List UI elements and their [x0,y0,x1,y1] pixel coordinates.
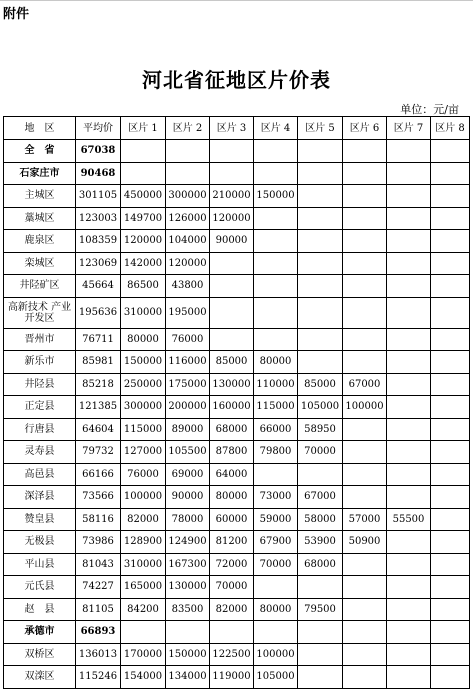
zone-price-cell: 450000 [121,185,166,208]
table-row [4,162,470,185]
zone-price-cell [431,508,470,531]
zone-price-cell [254,621,298,644]
table-row [4,185,470,208]
zone-price-cell [387,666,431,689]
zone-price-cell: 76000 [166,328,210,351]
zone-price-cell [431,621,470,644]
zone-price-cell [166,621,210,644]
zone-price-cell [431,252,470,275]
region-cell: 灵寿县 [4,441,76,464]
zone-price-cell [210,140,254,163]
zone-price-cell: 80000 [121,328,166,351]
zone-price-cell [387,621,431,644]
unit-note: 单位：元/亩 [400,103,459,116]
zone-price-cell [298,275,343,298]
region-cell: 无极县 [4,531,76,554]
zone-price-cell [254,230,298,253]
zone-price-cell: 60000 [210,508,254,531]
zone-price-cell [298,140,343,163]
table-row [4,643,470,666]
zone-price-cell [254,576,298,599]
zone-price-cell: 154000 [121,666,166,689]
zone-price-cell [431,463,470,486]
zone-price-cell [343,643,387,666]
zone-price-cell [343,252,387,275]
average-price-cell: 85218 [76,373,121,396]
zone-price-cell: 50900 [343,531,387,554]
zone-price-cell [387,418,431,441]
zone-price-cell [343,598,387,621]
zone-price-cell [431,328,470,351]
zone-price-cell: 115000 [254,396,298,419]
column-header: 区片 3 [210,117,254,140]
average-price-cell: 58116 [76,508,121,531]
zone-price-cell: 81200 [210,531,254,554]
zone-price-cell [387,598,431,621]
zone-price-cell: 105000 [254,666,298,689]
zone-price-cell [343,185,387,208]
zone-price-cell [431,598,470,621]
zone-price-cell: 100000 [254,643,298,666]
table-row [4,230,470,253]
average-price-cell: 76711 [76,328,121,351]
zone-price-cell [210,297,254,328]
zone-price-cell: 78000 [166,508,210,531]
zone-price-cell: 90000 [166,486,210,509]
zone-price-cell [343,297,387,328]
zone-price-cell: 70000 [298,441,343,464]
zone-price-cell: 69000 [166,463,210,486]
region-cell: 赵 县 [4,598,76,621]
zone-price-cell [254,463,298,486]
zone-price-cell: 115000 [121,418,166,441]
zone-price-cell: 58950 [298,418,343,441]
average-price-cell: 45664 [76,275,121,298]
region-cell: 全 省 [4,140,76,163]
zone-price-cell: 128900 [121,531,166,554]
zone-price-cell [298,576,343,599]
table-row [4,463,470,486]
zone-price-cell: 79800 [254,441,298,464]
region-cell: 新乐市 [4,351,76,374]
zone-price-cell: 150000 [166,643,210,666]
table-row [4,396,470,419]
page-title: 河北省征地区片价表 [142,68,331,92]
zone-price-cell [431,643,470,666]
table-row [4,297,470,328]
zone-price-cell [431,140,470,163]
table-row [4,373,470,396]
zone-price-cell [298,252,343,275]
zone-price-cell [210,328,254,351]
zone-price-cell [387,297,431,328]
zone-price-cell [431,373,470,396]
table-row [4,252,470,275]
zone-price-cell: 149700 [121,207,166,230]
average-price-cell: 66893 [76,621,121,644]
region-cell: 平山县 [4,553,76,576]
zone-price-cell [431,185,470,208]
region-cell: 双滦区 [4,666,76,689]
zone-price-cell: 142000 [121,252,166,275]
zone-price-cell: 175000 [166,373,210,396]
zone-price-cell [431,418,470,441]
zone-price-cell: 87800 [210,441,254,464]
table-row [4,531,470,554]
zone-price-cell: 250000 [121,373,166,396]
region-cell: 深泽县 [4,486,76,509]
average-price-cell: 64604 [76,418,121,441]
zone-price-cell: 134000 [166,666,210,689]
zone-price-cell: 72000 [210,553,254,576]
header-row [4,117,470,140]
region-cell: 栾城区 [4,252,76,275]
zone-price-cell [254,162,298,185]
column-header: 区片 6 [343,117,387,140]
average-price-cell: 115246 [76,666,121,689]
average-price-cell: 301105 [76,185,121,208]
region-cell: 元氏县 [4,576,76,599]
zone-price-cell: 127000 [121,441,166,464]
average-price-cell: 74227 [76,576,121,599]
column-header: 区片 5 [298,117,343,140]
zone-price-cell: 66000 [254,418,298,441]
zone-price-cell [431,666,470,689]
zone-price-cell: 122500 [210,643,254,666]
zone-price-cell: 120000 [121,230,166,253]
zone-price-cell [387,553,431,576]
zone-price-cell: 70000 [254,553,298,576]
zone-price-cell [121,162,166,185]
zone-price-cell [298,162,343,185]
zone-price-cell: 85000 [298,373,343,396]
zone-price-cell: 150000 [121,351,166,374]
zone-price-cell: 100000 [343,396,387,419]
zone-price-cell: 79500 [298,598,343,621]
zone-price-cell [298,328,343,351]
zone-price-cell [210,162,254,185]
average-price-cell: 123003 [76,207,121,230]
zone-price-cell [343,576,387,599]
zone-price-cell [254,328,298,351]
zone-price-cell: 89000 [166,418,210,441]
column-header: 地 区 [4,117,76,140]
average-price-cell: 66166 [76,463,121,486]
zone-price-cell [431,486,470,509]
zone-price-cell [431,230,470,253]
column-header: 区片 1 [121,117,166,140]
zone-price-cell [387,275,431,298]
zone-price-cell [387,351,431,374]
column-header: 区片 7 [387,117,431,140]
zone-price-cell: 64000 [210,463,254,486]
zone-price-cell: 120000 [166,252,210,275]
zone-price-cell [431,553,470,576]
zone-price-cell [387,230,431,253]
zone-price-cell: 90000 [210,230,254,253]
zone-price-cell: 53900 [298,531,343,554]
table-row [4,486,470,509]
zone-price-cell [387,140,431,163]
table-row [4,598,470,621]
zone-price-cell [431,441,470,464]
zone-price-cell [343,351,387,374]
column-header: 平均价 [76,117,121,140]
zone-price-cell [431,351,470,374]
zone-price-cell [387,441,431,464]
zone-price-cell: 68000 [210,418,254,441]
zone-price-cell [166,162,210,185]
region-cell: 承德市 [4,621,76,644]
table-row [4,140,470,163]
region-cell: 藁城区 [4,207,76,230]
table-row [4,351,470,374]
price-table [3,116,470,689]
average-price-cell: 108359 [76,230,121,253]
zone-price-cell [210,275,254,298]
zone-price-cell: 86500 [121,275,166,298]
table-row [4,441,470,464]
column-header: 区片 4 [254,117,298,140]
zone-price-cell [387,643,431,666]
zone-price-cell: 170000 [121,643,166,666]
zone-price-cell [298,297,343,328]
zone-price-cell [254,140,298,163]
zone-price-cell [343,463,387,486]
region-cell: 行唐县 [4,418,76,441]
zone-price-cell: 67000 [343,373,387,396]
zone-price-cell: 105500 [166,441,210,464]
zone-price-cell: 82000 [210,598,254,621]
table-row [4,553,470,576]
zone-price-cell [343,207,387,230]
table-row [4,328,470,351]
zone-price-cell: 120000 [210,207,254,230]
zone-price-cell [343,418,387,441]
zone-price-cell [121,140,166,163]
zone-price-cell [254,275,298,298]
column-header: 区片 2 [166,117,210,140]
zone-price-cell [343,162,387,185]
zone-price-cell [387,486,431,509]
table-row [4,207,470,230]
zone-price-cell [387,328,431,351]
zone-price-cell [387,252,431,275]
zone-price-cell: 55500 [387,508,431,531]
zone-price-cell: 100000 [121,486,166,509]
average-price-cell: 73986 [76,531,121,554]
zone-price-cell: 310000 [121,553,166,576]
average-price-cell: 123069 [76,252,121,275]
zone-price-cell: 150000 [254,185,298,208]
zone-price-cell: 43800 [166,275,210,298]
zone-price-cell [254,297,298,328]
zone-price-cell [298,207,343,230]
zone-price-cell: 80000 [210,486,254,509]
zone-price-cell: 105000 [298,396,343,419]
table-body [4,140,470,689]
zone-price-cell: 300000 [166,185,210,208]
region-cell: 井陉县 [4,373,76,396]
zone-price-cell: 82000 [121,508,166,531]
average-price-cell: 85981 [76,351,121,374]
table-row [4,621,470,644]
zone-price-cell [298,185,343,208]
attachment-label: 附件 [3,7,30,22]
zone-price-cell [343,328,387,351]
zone-price-cell [387,463,431,486]
column-header: 区片 8 [431,117,470,140]
table-row [4,275,470,298]
zone-price-cell [387,207,431,230]
zone-price-cell [431,531,470,554]
zone-price-cell [431,297,470,328]
zone-price-cell [387,185,431,208]
average-price-cell: 67038 [76,140,121,163]
top-rule [0,0,473,1]
zone-price-cell [343,553,387,576]
average-price-cell: 81105 [76,598,121,621]
average-price-cell: 81043 [76,553,121,576]
table-row [4,666,470,689]
zone-price-cell [343,621,387,644]
zone-price-cell [298,666,343,689]
zone-price-cell: 59000 [254,508,298,531]
region-cell: 井陉矿区 [4,275,76,298]
average-price-cell: 136013 [76,643,121,666]
region-cell: 高新技术 产业开发区 [4,297,76,328]
zone-price-cell [343,666,387,689]
zone-price-cell [210,621,254,644]
region-cell: 晋州市 [4,328,76,351]
average-price-cell: 121385 [76,396,121,419]
zone-price-cell [387,531,431,554]
zone-price-cell: 67000 [298,486,343,509]
zone-price-cell: 58000 [298,508,343,531]
zone-price-cell [387,576,431,599]
region-cell: 双桥区 [4,643,76,666]
average-price-cell: 79732 [76,441,121,464]
zone-price-cell: 130000 [210,373,254,396]
zone-price-cell: 200000 [166,396,210,419]
table-row [4,576,470,599]
zone-price-cell [343,441,387,464]
region-cell: 石家庄市 [4,162,76,185]
zone-price-cell: 57000 [343,508,387,531]
zone-price-cell: 104000 [166,230,210,253]
table-row [4,508,470,531]
average-price-cell: 195636 [76,297,121,328]
zone-price-cell: 310000 [121,297,166,328]
zone-price-cell [121,621,166,644]
zone-price-cell [387,162,431,185]
zone-price-cell: 126000 [166,207,210,230]
zone-price-cell: 80000 [254,351,298,374]
region-cell: 正定县 [4,396,76,419]
zone-price-cell [343,275,387,298]
zone-price-cell: 165000 [121,576,166,599]
zone-price-cell [343,486,387,509]
region-cell: 主城区 [4,185,76,208]
zone-price-cell [431,162,470,185]
zone-price-cell [298,351,343,374]
zone-price-cell [431,207,470,230]
zone-price-cell [431,396,470,419]
table-row [4,418,470,441]
region-cell: 鹿泉区 [4,230,76,253]
zone-price-cell: 83500 [166,598,210,621]
zone-price-cell: 195000 [166,297,210,328]
zone-price-cell [387,373,431,396]
zone-price-cell [298,643,343,666]
zone-price-cell: 116000 [166,351,210,374]
zone-price-cell: 300000 [121,396,166,419]
zone-price-cell [298,463,343,486]
zone-price-cell: 73000 [254,486,298,509]
zone-price-cell: 130000 [166,576,210,599]
zone-price-cell [298,621,343,644]
zone-price-cell: 84200 [121,598,166,621]
zone-price-cell: 68000 [298,553,343,576]
zone-price-cell: 70000 [210,576,254,599]
zone-price-cell [387,396,431,419]
region-cell: 赞皇县 [4,508,76,531]
zone-price-cell: 160000 [210,396,254,419]
average-price-cell: 90468 [76,162,121,185]
zone-price-cell [431,275,470,298]
zone-price-cell [254,252,298,275]
zone-price-cell: 80000 [254,598,298,621]
zone-price-cell [343,230,387,253]
zone-price-cell [166,140,210,163]
zone-price-cell [254,207,298,230]
zone-price-cell: 167300 [166,553,210,576]
zone-price-cell [343,140,387,163]
zone-price-cell: 85000 [210,351,254,374]
zone-price-cell [431,576,470,599]
zone-price-cell: 210000 [210,185,254,208]
zone-price-cell: 76000 [121,463,166,486]
zone-price-cell: 67900 [254,531,298,554]
average-price-cell: 73566 [76,486,121,509]
zone-price-cell: 110000 [254,373,298,396]
zone-price-cell [210,252,254,275]
zone-price-cell: 124900 [166,531,210,554]
zone-price-cell [298,230,343,253]
region-cell: 高邑县 [4,463,76,486]
zone-price-cell: 119000 [210,666,254,689]
